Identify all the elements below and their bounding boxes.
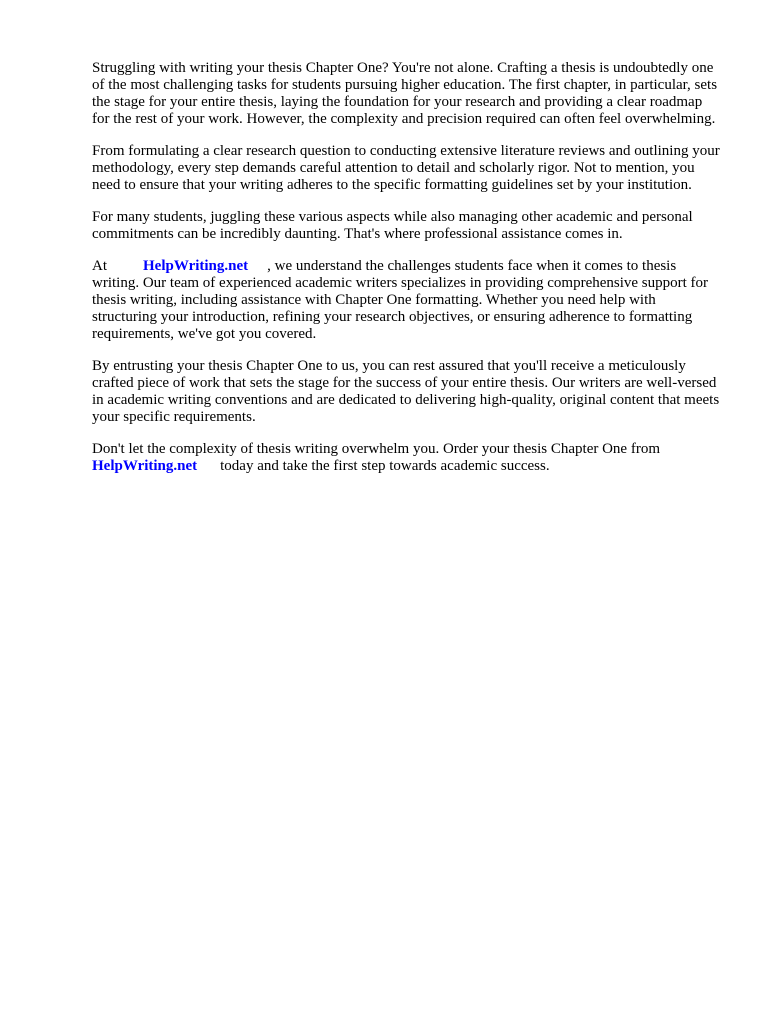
call-to-action-tail: today and take the first step towards academic success. — [220, 458, 550, 474]
service-paragraph-body: , we understand the challenges students face when it comes to thesis writing. Our team of experienced academic writers specializes in providing comprehensive support for thesis writing, including assistance with Chapter One formatting. Whether you need help with structuring your introduction, refining your research objectives, or ensuring adherence to formatting requirements, we've got you covered. — [92, 258, 709, 342]
helpwriting-link-2[interactable]: HelpWriting.net — [92, 458, 198, 474]
service-paragraph — [92, 258, 722, 343]
assurance-paragraph: By entrusting your thesis Chapter One to us, you can rest assured that you'll receive a meticulously crafted piece of work that sets the stage for the success of your entire thesis. Our writers are well-versed in academic writing conventions and are dedicated to delivering high-quality, original content that meets your specific requirements. — [92, 358, 720, 425]
call-to-action-paragraph — [92, 441, 722, 475]
service-paragraph-lead: At — [92, 258, 107, 274]
methodology-paragraph: From formulating a clear research question to conducting extensive literature reviews and outlining your methodology, every step demands careful attention to detail and scholarly rigor. Not to mention, you need to ensure that your writing adheres to the specific formatting guidelines set by your institution. — [92, 143, 720, 193]
challenges-paragraph: For many students, juggling these various aspects while also managing other academic and personal commitments can be incredibly daunting. That's where professional assistance comes in. — [92, 209, 693, 242]
helpwriting-link[interactable]: HelpWriting.net — [143, 258, 249, 274]
call-to-action-lead: Don't let the complexity of thesis writing overwhelm you. Order your thesis Chapter One from — [92, 441, 661, 457]
intro-paragraph: Struggling with writing your thesis Chapter One? You're not alone. Crafting a thesis is undoubtedly one of the most challenging tasks for students pursuing higher education. The first chapter, in particular, sets the stage for your entire thesis, laying the foundation for your research and providing a clear roadmap for the rest of your work. However, the complexity and precision required can often feel overwhelming. — [92, 60, 718, 127]
document-body — [92, 60, 722, 490]
